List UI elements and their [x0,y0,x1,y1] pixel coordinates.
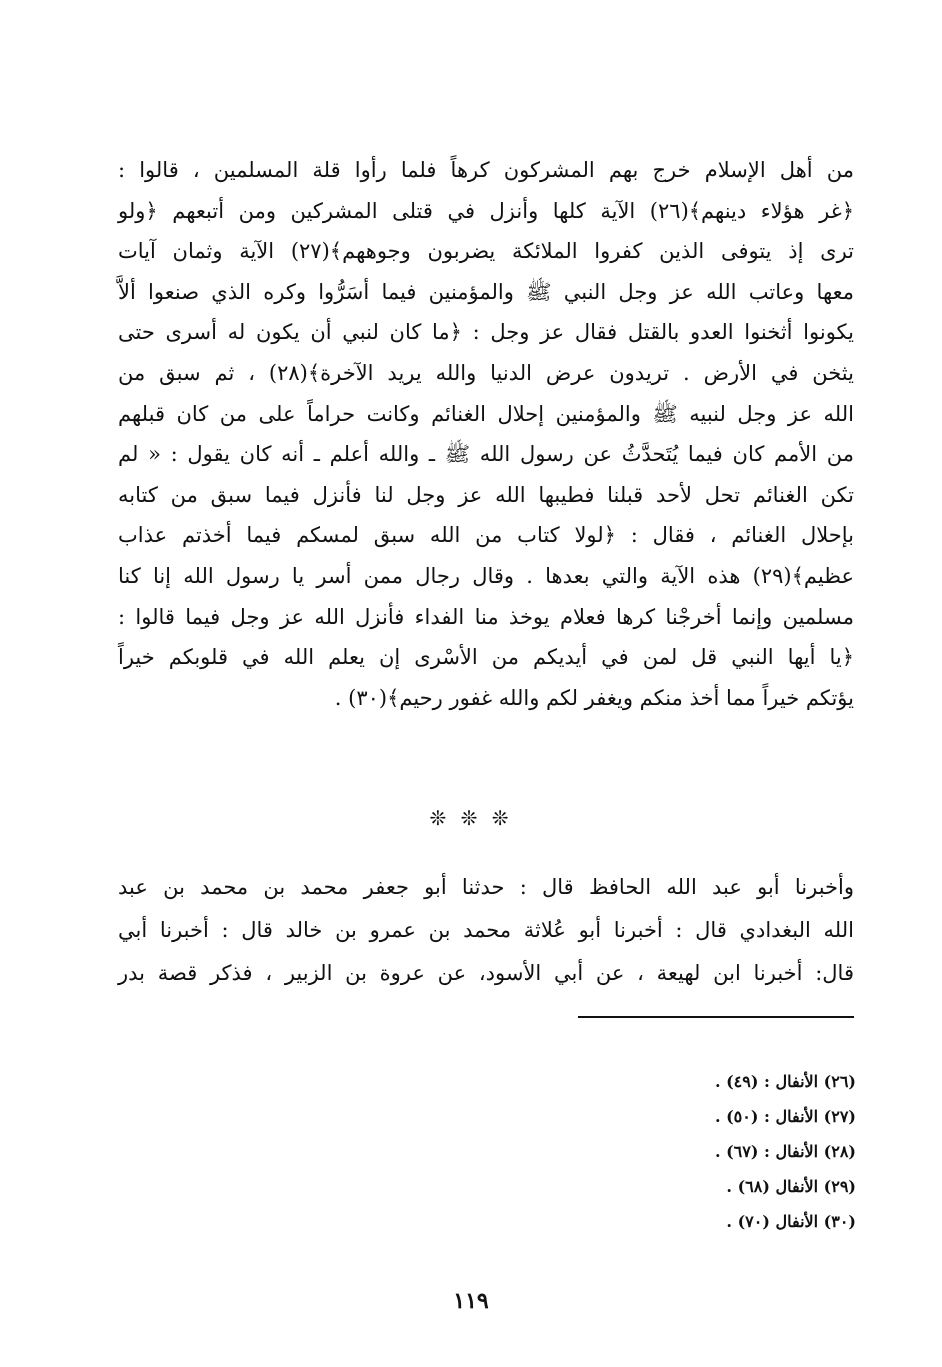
text-line: عظيم﴾(٢٩) هذه الآية والتي بعدها . وقال رجال ممن أسر يا رسول الله إنا كنا [118,563,854,588]
footnote: (٢٩) الأنفال (٦٨) . [726,1177,856,1196]
footnote: (٣٠) الأنفال (٧٠) . [726,1212,856,1231]
text-line: مسلمين وإنما أخرجْنا كرها فعلام يوخذ منا الفداء فأنزل الله عز وجل فيما قالوا : [118,604,854,629]
footnotes [560,1064,856,1239]
text-line: يكونوا أثخنوا العدو بالقتل فقال عز وجل : ﴿ما كان لنبي أن يكون له أسرى حتى [118,320,854,345]
text-line: تكن الغنائم تحل لأحد قبلنا فطيبها الله عز وجل لنا فأنزل فيما سبق من كتابه [118,482,854,507]
text-line: وأخبرنا أبو عبد الله الحافظ قال : حدثنا أبو جعفر محمد بن محمد بن عبد [118,875,854,899]
text-line: يؤتكم خيراً مما أخذ منكم ويغفر لكم والله غفور رحيم﴾(٣٠) . [334,685,854,710]
text-line: الله عز وجل لنبيه ﷺ والمؤمنين إحلال الغنائم وكانت حراماً على من كان قبلهم [118,401,854,426]
text-line: ﴿غر هؤلاء دينهم﴾(٢٦) الآية كلها وأنزل في قتلى المشركين ومن أتبعهم ﴿ولو [118,198,854,223]
main-text-block [118,150,854,718]
text-line: ترى إذ يتوفى الذين كفروا الملائكة يضربون وجوههم﴾(٢٧) الآية وثمان آيات [118,239,854,264]
footnote: (٢٧) الأنفال : (٥٠) . [714,1107,856,1126]
text-line: يثخن في الأرض . تريدون عرض الدنيا والله يريد الآخرة﴾(٢٨) ، ثم سبق من [118,360,854,385]
second-paragraph [118,866,854,995]
footnote: (٢٦) الأنفال : (٤٩) . [714,1072,856,1091]
text-line: من أهل الإسلام خرج بهم المشركون كرهاً فلما رأوا قلة المسلمين ، قالوا : [118,158,854,182]
page-number: ١١٩ [453,1288,489,1314]
text-line: من الأمم كان فيما يُتَحدَّثُ عن رسول الله ﷺ ـ والله أعلم ـ أنه كان يقول : « لم [118,442,854,467]
footnote: (٢٨) الأنفال : (٦٧) . [714,1142,856,1161]
text-line: ﴿يا أيها النبي قل لمن في أيديكم من الأسْرى إن يعلم الله في قلوبكم خيراً [118,645,854,670]
text-line: بإحلال الغنائم ، فقال : ﴿لولا كتاب من الله سبق لمسكم فيما أخذتم عذاب [118,523,854,548]
text-line: قال: أخبرنا ابن لهيعة ، عن أبي الأسود، عن عروة بن الزبير ، فذكر قصة بدر [118,961,854,985]
section-separator: ❊ ❊ ❊ [429,806,513,830]
text-line: الله البغدادي قال : أخبرنا أبو عُلاثة محمد بن عمرو بن خالد قال : أخبرنا أبي [118,918,854,942]
text-line: معها وعاتب الله عز وجل النبي ﷺ والمؤمنين فيما أسَرُّوا وكره الذي صنعوا ألاَّ [118,279,854,304]
footnote-divider [578,1016,854,1018]
